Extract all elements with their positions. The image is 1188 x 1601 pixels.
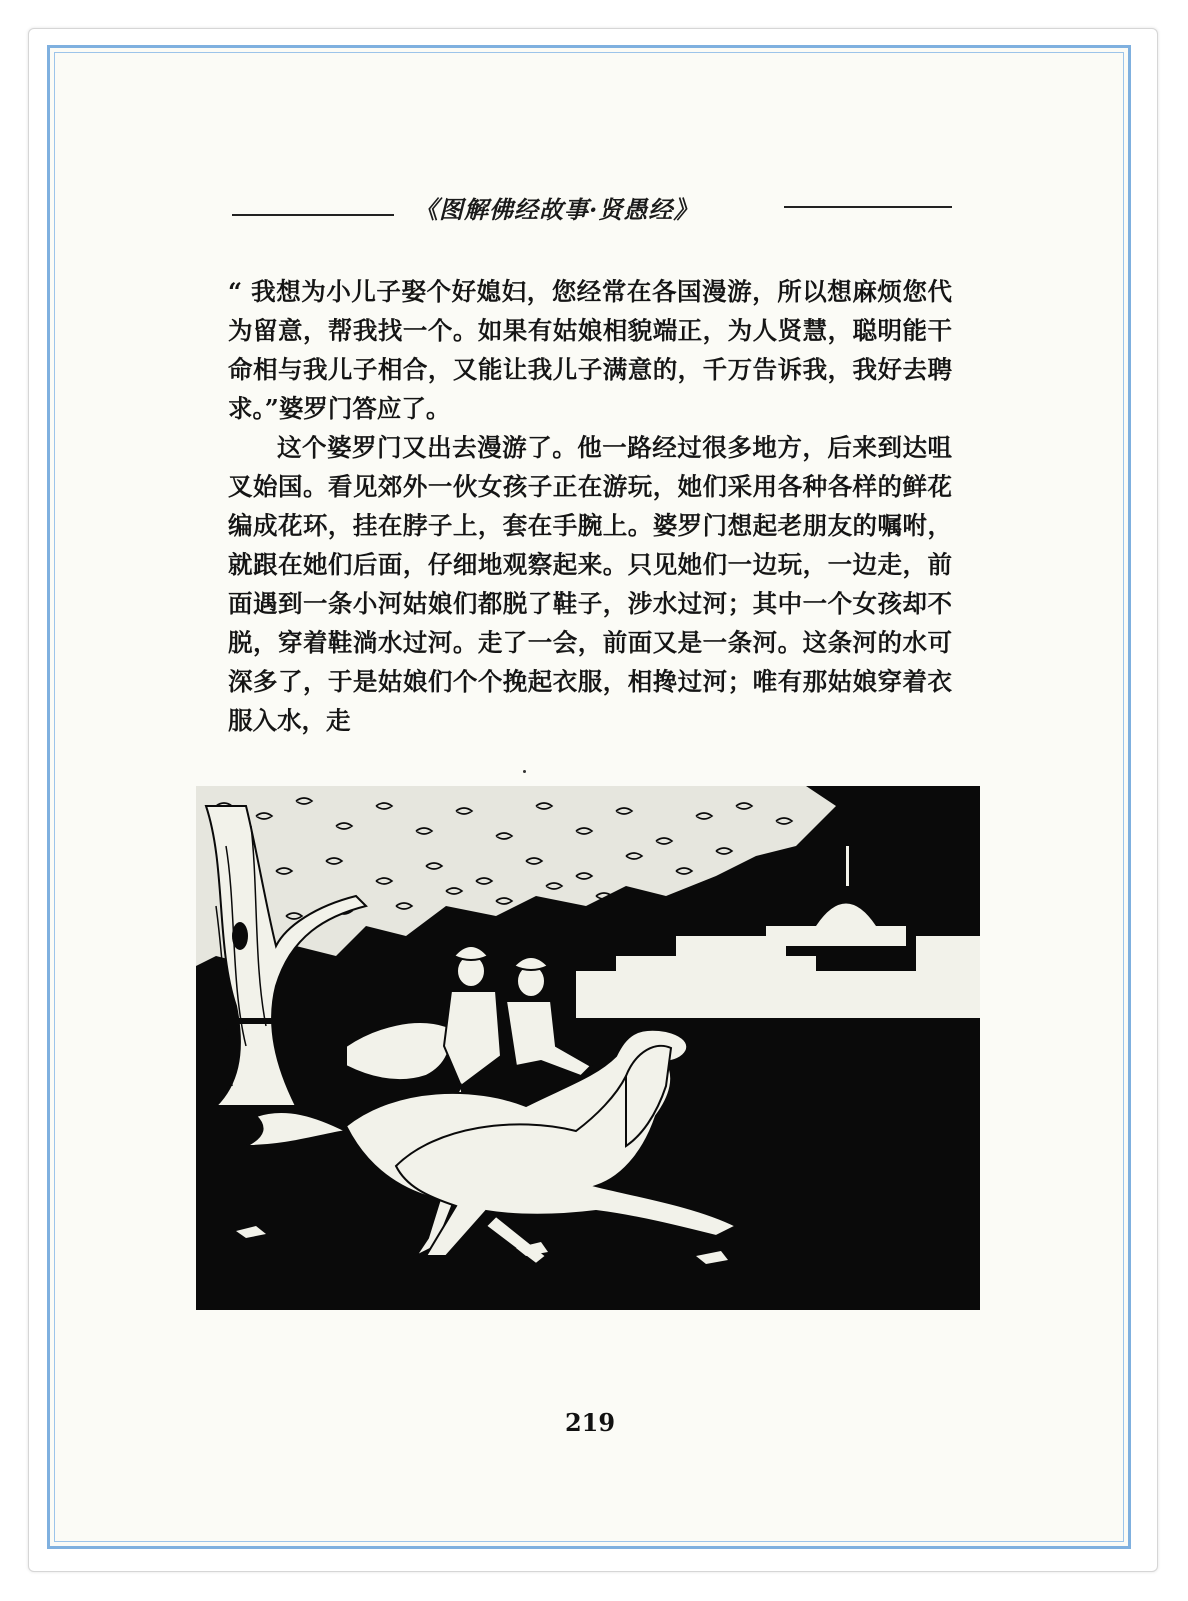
print-speck: [523, 770, 526, 773]
paragraph-1: “ 我想为小儿子娶个好媳妇，您经常在各国漫游，所以想麻烦您代为留意，帮我找一个。如果有姑娘相貌端正，为人贤慧，聪明能干命相与我儿子相合，又能让我儿子满意的，千万告诉我，我好去聘求。”婆罗门答应了。: [228, 277, 952, 423]
body-text: [228, 272, 952, 740]
page-number: 219: [564, 1408, 616, 1437]
header-rule-right: [784, 206, 952, 208]
running-header-title: 《图解佛经故事·贤愚经》: [414, 195, 699, 224]
header-rule-left: [232, 214, 394, 216]
woodcut-illustration: [196, 786, 980, 1310]
paragraph-2: 这个婆罗门又出去漫游了。他一路经过很多地方，后来到达咀叉始国。看见郊外一伙女孩子正在游玩，她们采用各种各样的鲜花编成花环，挂在脖子上，套在手腕上。婆罗门想起老朋友的嘱咐，就跟在她们后面，仔细地观察起来。只见她们一边玩，一边走，前面遇到一条小河姑娘们都脱了鞋子，涉水过河；其中一个女孩却不脱，穿着鞋淌水过河。走了一会，前面又是一条河。这条河的水可深多了，于是姑娘们个个挽起衣服，相搀过河；唯有那姑娘穿着衣服入水，走: [228, 433, 952, 735]
illustration-riders-on-horses: [196, 786, 980, 1310]
